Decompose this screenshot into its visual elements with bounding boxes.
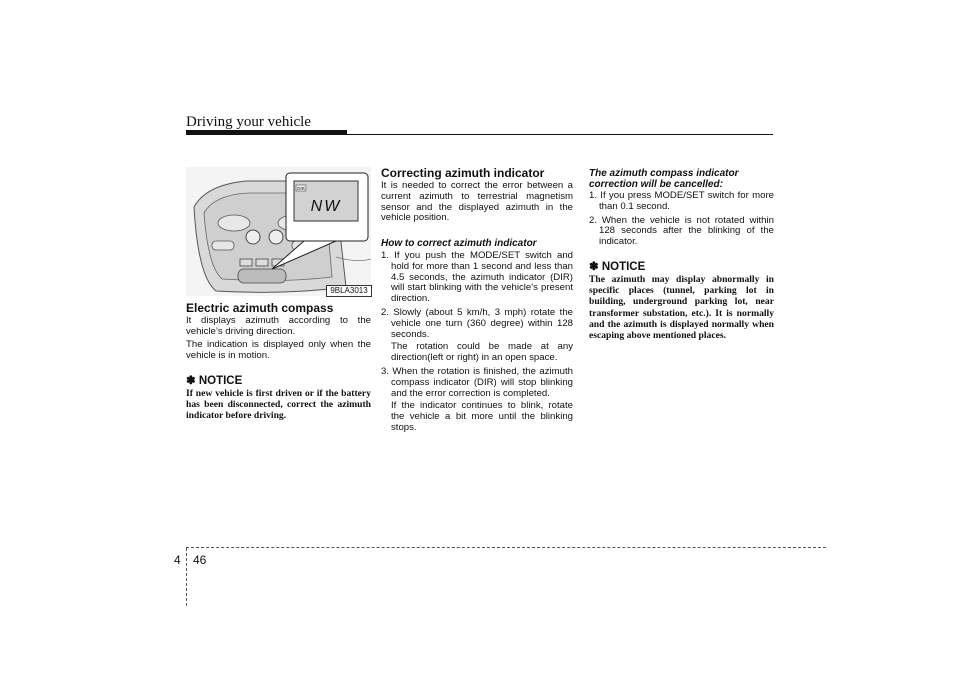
paragraph-correcting-intro: It is needed to correct the error between a current azimuth to terrestrial magnetism sensor and the displayed azimuth in the vehicle position. xyxy=(381,180,573,224)
section-heading-electric-compass: Electric azimuth compass xyxy=(186,301,334,315)
section-heading-correcting: Correcting azimuth indicator xyxy=(381,166,545,180)
correction-steps-list xyxy=(381,251,573,434)
notice-body-left: If new vehicle is first driven or if the battery has been disconnected, correct the azimuth indicator before driving. xyxy=(186,388,371,422)
list-item xyxy=(589,216,774,248)
compass-display-text: NW xyxy=(310,198,342,215)
list-item xyxy=(381,367,573,434)
step-text: 2. Slowly (about 5 km/h, 3 mph) rotate the vehicle one turn (360 degree) within 128 seconds. xyxy=(381,306,573,340)
page-header-title: Driving your vehicle xyxy=(186,114,311,130)
overhead-console-figure xyxy=(186,167,371,296)
footer-vertical-rule xyxy=(186,548,187,606)
notice-body-right: The azimuth may display abnormally in specific places (tunnel, parking lot in building, underground parking lot, near transformer substation, etc.). It is normally and the azimuth is displayed normally when escaping above mentioned places. xyxy=(589,274,774,342)
header-rule xyxy=(186,134,773,135)
cancel-item-text: 2. When the vehicle is not rotated within 128 seconds after the blinking of the indicator. xyxy=(589,214,774,248)
notice-title-right: ✽ NOTICE xyxy=(589,261,646,273)
paragraph-compass-description: It displays azimuth according to the vehicle’s driving direction. xyxy=(186,315,371,337)
notice-title-left: ✽ NOTICE xyxy=(186,375,243,387)
page-number: 46 xyxy=(193,553,207,567)
subheading-cancelled: The azimuth compass indicator correction will be cancelled: xyxy=(589,168,739,190)
overhead-console-illustration xyxy=(186,167,371,296)
step-text: 1. If you push the MODE/SET switch and hold for more than 1 second and less than 4.5 seconds, the azimuth indicator (DIR) will start blinking with the vehicle's present direction. xyxy=(381,250,573,305)
footer-rule xyxy=(186,547,826,548)
list-item xyxy=(381,251,573,305)
dir-label: DIR xyxy=(297,186,305,191)
list-item xyxy=(589,191,774,213)
cancel-conditions-list xyxy=(589,191,774,248)
figure-code: 9BLA3013 xyxy=(326,285,372,297)
step-note: The rotation could be made at any direction(left or right) in an open space. xyxy=(391,341,573,364)
chapter-number: 4 xyxy=(174,553,181,567)
cancel-item-text: 1. If you press MODE/SET switch for more than 0.1 second. xyxy=(589,190,774,212)
step-note: If the indicator continues to blink, rotate the vehicle a bit more until the blinking stops. xyxy=(391,400,573,433)
list-item xyxy=(381,308,573,364)
subheading-how-to-correct: How to correct azimuth indicator xyxy=(381,238,537,249)
step-text: 3. When the rotation is finished, the azimuth compass indicator (DIR) will stop blinking and the error correction is completed. xyxy=(381,365,573,399)
paragraph-compass-indication: The indication is displayed only when the vehicle is in motion. xyxy=(186,339,371,361)
